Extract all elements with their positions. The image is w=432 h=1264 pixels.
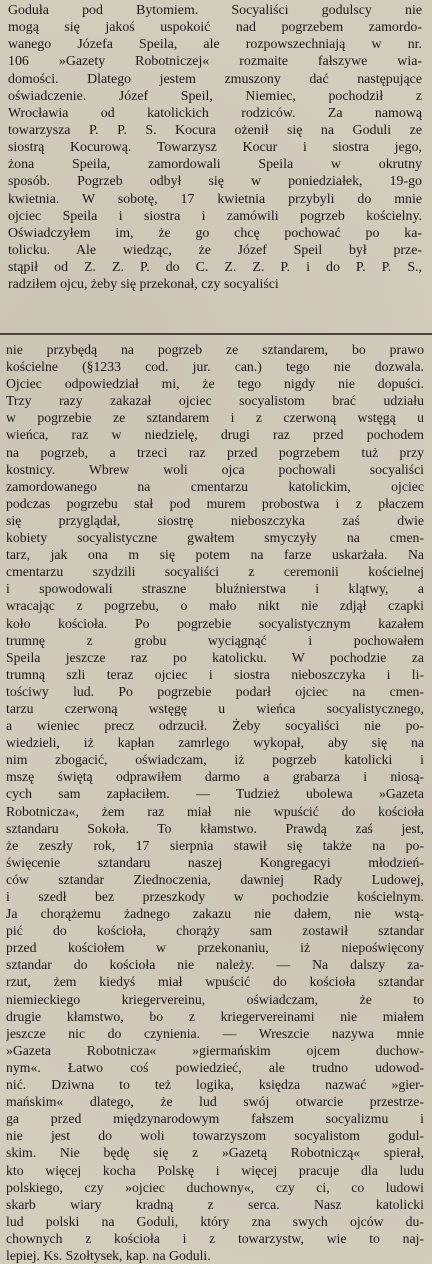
text-line: lud polski na Goduli, który zna swych ojców du- [6,1213,424,1229]
text-line: »Gazeta Robotnicza« »giermańskim ojcem duchow- [6,1042,424,1058]
text-line: Goduła pod Bytomiem. Socyaliści godulscy nie [8,3,422,18]
text-line: a wieniec precz odrzucił. Żeby socyaliści nie po- [6,718,424,734]
text-line: zamordowanego na cmentarzu katolickim, ojciec [6,478,424,494]
text-line: na pogrzeb, a trzeci raz przed pogrzebem tuż przy [6,444,424,460]
text-line: mszę świętą odprawiłem darmo a grabarza i niosą- [6,769,424,785]
text-line: wanego Józefa Speila, ale rozpowszechniają w nr. [8,37,422,53]
text-line: pić do kościoła, chorąży sam zostawił sztandar [6,923,424,939]
text-line: wiedzieli, iż kapłan zamrlego wykopał, aby się na [6,735,424,751]
text-line: ców sztandar Ziednoczenia, dawniej Rady Ludowej, [6,871,424,887]
text-line: 106 »Gazety Robotniczej« rozmaite fałszywe wia- [8,54,422,70]
text-line: skarb wiary kradną z serca. Nasz katolicki [6,1196,424,1212]
text-line: kościelne (§1233 cod. jur. can.) tego nie dozwala. [6,359,424,375]
text-line: się przyglądał, siostrę nieboszczyka zaś dwie [6,512,424,528]
bottom-clipping [0,338,432,1264]
text-line: trumnę z grobu wyciągnąć i pochowałem [6,632,424,648]
text-line: jeszcze nic do czynienia. — Wreszcie nazywa mnie [6,1025,424,1041]
text-line: siostrą Kocurową. Towarzysz Kocur i siostra jego, [8,140,422,156]
text-line: ojciec Speila i siostra i zamówili pogrzeb kościelny. [8,208,422,224]
text-line: tarz, jak ona m się potem na farze uskarżała. Na [6,547,424,563]
text-line: wieńca, raz w niedzielę, drugi raz przed pochodem [6,427,424,443]
text-line: sposób. Pogrzeb odbył się w poniedziałek, 19-go [8,174,422,190]
text-line: mańskim« dlatego, że lud swój otwarcie przestrze- [6,1094,424,1110]
text-line: przed kościołem w przekonaniu, iż niepoświęcony [6,940,424,956]
text-line: Ja chorążemu żadnego zakazu nie dałem, nie wstą- [6,906,424,922]
text-line: tolicku. Ale wiedząc, że Józef Speil był prze- [8,242,422,258]
text-line: domości. Dlatego jestem zmuszony dać następujące [8,71,422,87]
text-line: kobiety socyalistyczne gwałtem smyczyły na cmen- [6,530,424,546]
text-line: lepiej. Ks. Szołtysek, kap. na Goduli. [6,1247,211,1263]
text-line: nić. Dziwna to też logika, księdza nazwać »gier- [6,1077,424,1093]
text-line: trumną szli teraz ojciec i siostra nieboszczyka i li- [6,666,424,682]
text-line: w pogrzebie ze sztandarem i z czerwoną wstęgą u [6,410,424,426]
text-line: i szedł bez przeszkody w pochodzie kościelnym. [6,889,424,904]
text-line: skim. Nie będę się z »Gazetą Robotniczą« spierał, [6,1145,424,1161]
text-line: tarzu czerwoną wstęgę u wieńca socyalistycznego, [6,700,424,716]
text-line: sztandar do kościoła nie należy. — Na dalszy za- [6,957,424,973]
text-line: i spowodowali straszne bluźnierstwa i klątwy, a [6,581,424,597]
text-line: podczas pogrzebu stał pod murem probostwa i z płaczem [6,495,424,511]
text-line: Trzy razy zakazał ojciec socyalistom brać udziału [6,393,424,409]
text-line: radziłem ojcu, żeby się przekonał, czy socyaliści [8,277,279,293]
text-line: nie przybędą na pogrzeb ze sztandarem, bo prawo [6,342,424,357]
text-line: Speila jeszcze raz po katolicku. W pochodzie za [6,649,424,665]
text-line: ga przed międzynarodowym fałszem socyalizmu i [6,1111,424,1127]
text-line: kwietnia. W sobotę, 17 kwietnia przybyli do mnie [8,191,422,207]
text-line: cych sam zapłaciłem. — Tudzież ubolewa »Gazeta [6,786,424,802]
text-line: nim zbogacić, oświadczam, iż pogrzeb katolicki i [6,752,424,768]
text-line: Wrocławia od katolickich rodziców. Za namową [8,105,422,121]
text-line: polskiego, czy »ojciec duchowny«, czy ci, co ludowi [6,1179,424,1195]
text-line: towarzysza P. P. S. Kocura ożenił się na Goduli ze [8,122,422,138]
text-line: Ojciec odpowiedział mi, że tego nigdy nie dopuści. [6,376,424,392]
text-line: oświadczenie. Józef Speil, Niemiec, pochodził z [8,88,422,104]
text-line: koło kościoła. Po pogrzebie socyalistycznym kazałem [6,615,424,631]
text-line: rzut, żem kiedyś miał wpuścić do kościoła sztandar [6,974,424,990]
text-line: nym«. Łatwo coś powiedzieć, ale trudno udowod- [6,1059,424,1075]
text-line: że zeszły rok, 17 sierpnia stawił się także na po- [6,837,424,853]
text-line: sztandaru Sokoła. To kłamstwo. Prawdą zaś jest, [6,820,424,836]
text-line: chownych z kościoła i z towarzystw, wie to naj- [6,1230,424,1246]
text-line: wracając z pogrzebu, o mało nikt nie zdjął czapki [6,598,424,614]
text-line: nie jest do woli towarzyszom socyalistom godul- [6,1128,424,1144]
text-line: kto więcej kocha Polskę i więcej pracuje dla ludu [6,1162,424,1178]
text-line: mogą się jakoś uspokoić nad pogrzebem zamordo- [8,20,422,36]
text-line: kostnicy. Wbrew woli ojca pochowali socyaliści [6,461,424,477]
text-line: święcenie sztandaru naszej Kongregacyi młodzień- [6,854,424,870]
text-line: żona Speila, zamordowali Speila w okrutny [8,157,422,173]
text-line: Oświadczyłem im, że go chcę pochować po ka- [8,225,422,241]
text-line: Robotnicza«, żem raz miał nie wpuścić do kościoła [6,803,424,819]
text-line: tościwy lud. Po pogrzebie podarł ojciec na cmen- [6,683,424,699]
text-line: cmentarzu szydzili socyaliści z ceremonii kościelnej [6,564,424,580]
text-line: stąpił od Z. Z. P. do C. Z. Z. P. i do P. P. S., [8,260,422,276]
top-clipping [0,0,432,335]
text-line: niemieckiego kriegervereinu, oświadczam, że to [6,991,424,1007]
text-line: drugie kłamstwo, bo z kriegervereinami nie miałem [6,1008,424,1024]
